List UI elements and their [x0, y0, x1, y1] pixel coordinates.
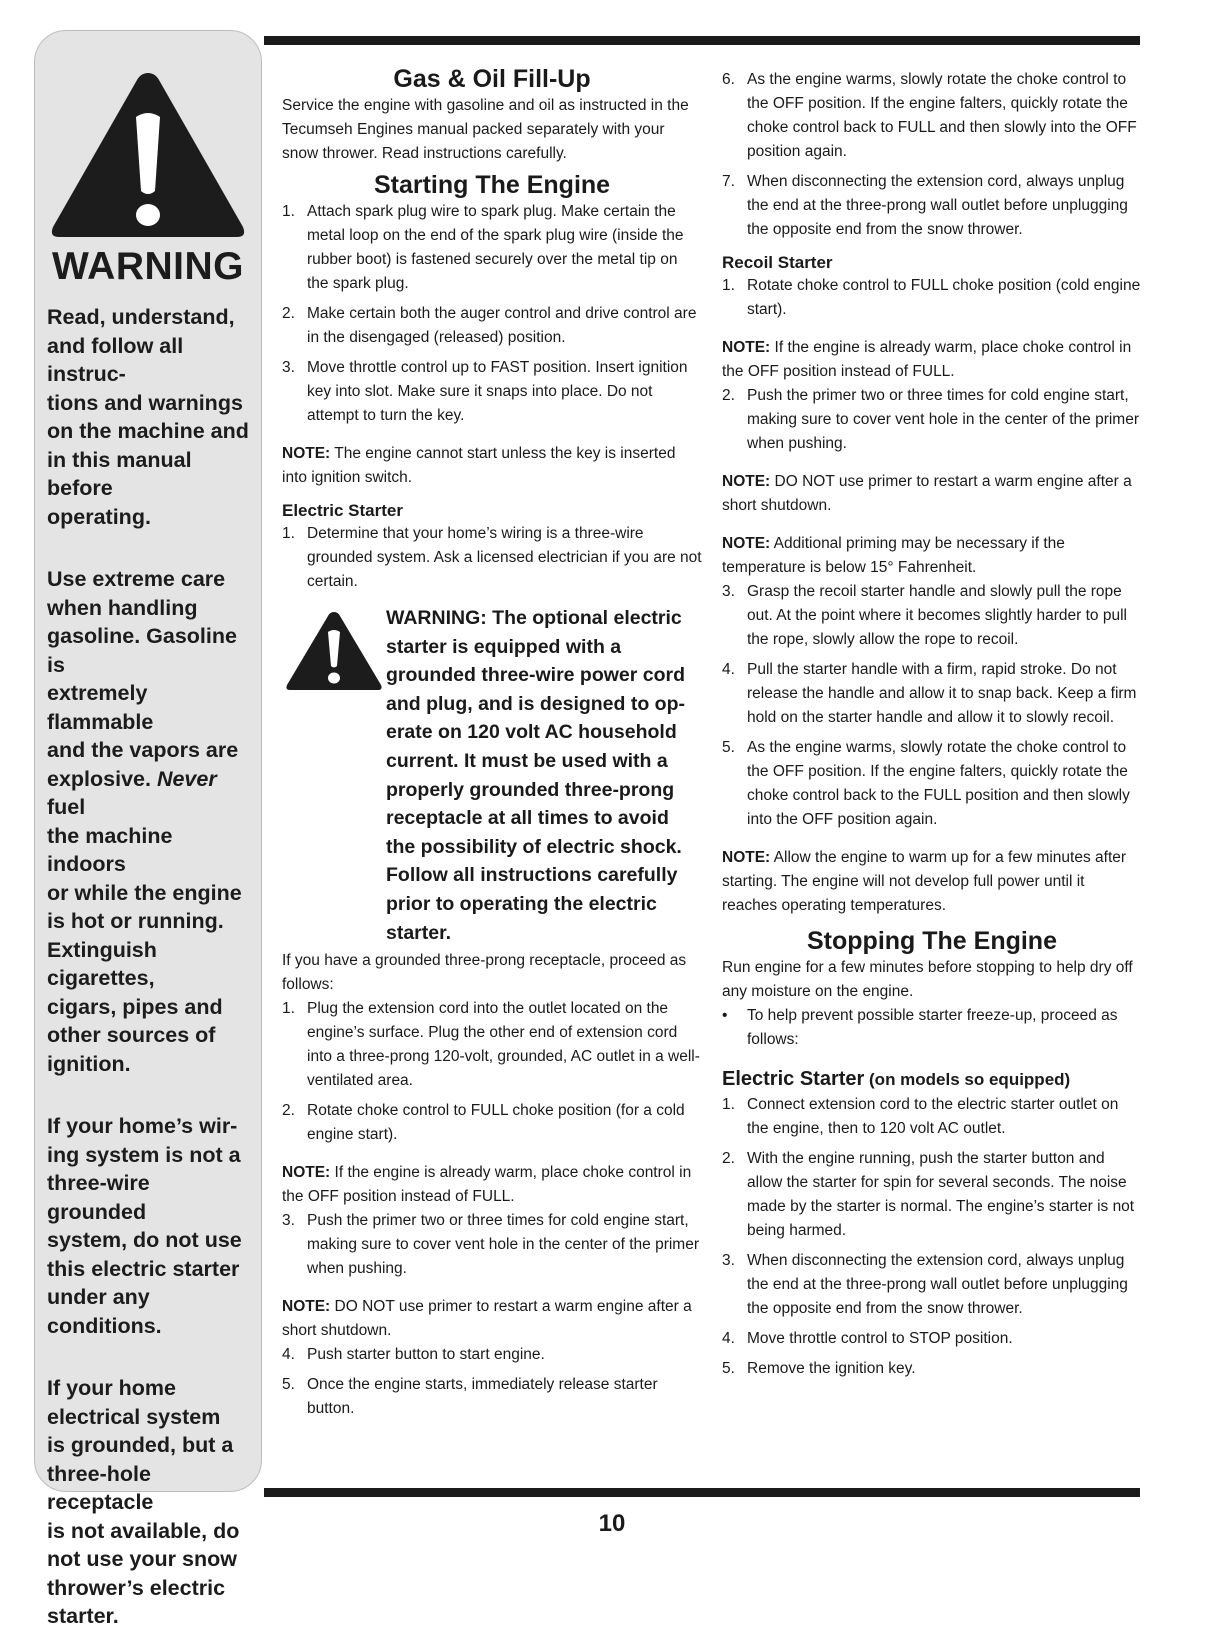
step-text: Make certain both the auger control and drive control are in the disengaged (released) position.: [307, 305, 697, 346]
note-primer: [722, 470, 1142, 518]
note-text: DO NOT use primer to restart a warm engine after a short shutdown.: [282, 1298, 692, 1340]
stopping-engine-title: Stopping The Engine: [807, 927, 1057, 955]
step-text: Push starter button to start engine.: [307, 1346, 545, 1364]
step-number: 1.: [722, 1096, 735, 1113]
note-label: NOTE:: [282, 445, 331, 462]
list-item: [722, 1327, 1142, 1351]
note-text: DO NOT use primer to restart a warm engine after a short shutdown.: [722, 473, 1132, 514]
list-item: [282, 200, 702, 296]
step-number: 3.: [282, 1212, 295, 1230]
note-label: NOTE:: [722, 339, 771, 356]
final-steps: [282, 1343, 702, 1421]
step-text: Determine that your home’s wiring is a three-wire grounded system. Ask a licensed electrician if you are not certain.: [307, 525, 702, 590]
warning-read-instructions: Read, understand, and follow all instruc- tions and warnings on the machine and in this manual before operating.: [47, 305, 249, 529]
list-item: [282, 356, 702, 428]
equipped-suffix: (on models so equipped): [864, 1070, 1071, 1089]
step-number: 2.: [282, 1102, 295, 1120]
step-text: When disconnecting the extension cord, always unplug the end at the three-prong wall outlet before unplugging the opposite end from the snow thrower.: [747, 1252, 1128, 1317]
warning-triangle-icon: [45, 65, 251, 245]
step-text: Move throttle control up to FAST position. Insert ignition key into slot. Make sure it snaps into place. Do not attempt to turn the key.: [307, 359, 688, 424]
bottom-rule: [264, 1488, 1140, 1497]
note-text: The engine cannot start unless the key is inserted into ignition switch.: [282, 445, 676, 486]
list-item: [722, 658, 1142, 730]
recoil-primer-steps: [722, 384, 1142, 456]
note-choke: [282, 1161, 702, 1209]
note-label: NOTE:: [722, 473, 771, 490]
warning-wiring: If your home’s wir- ing system is not a three-wire grounded system, do not use this electric starter under any conditions.: [47, 1114, 242, 1338]
step-number: 3.: [722, 583, 735, 600]
note-text: If the engine is already warm, place choke control in the OFF position instead of FULL.: [282, 1164, 692, 1206]
step-number: 5.: [722, 1360, 735, 1377]
step-number: 3.: [282, 359, 295, 376]
list-item: [722, 1004, 1142, 1052]
stopping-text: Run engine for a few minutes before stopping to help dry off any moisture on the engine.: [722, 959, 1133, 1000]
step-text: Move throttle control to STOP position.: [747, 1330, 1013, 1347]
electric-starter-title: Electric Starter: [722, 1068, 865, 1090]
note-text: Additional priming may be necessary if the temperature is below 15° Fahrenheit.: [722, 535, 1065, 576]
list-item: [722, 1147, 1142, 1243]
electric-shock-warning-text: WARNING: The optional electric starter is equipped with a grounded three-wire power cord and plug, and is designed to op-erate on 120 volt AC household current. It must be used with a properly grounded three-prong receptacle at all times to avoid the possibility of electric shock. Follow all instructions carefully prior to operating the electric starter.: [386, 607, 686, 944]
list-item: [722, 1357, 1142, 1381]
note-label: NOTE:: [282, 1164, 331, 1182]
note-warm-up: [722, 846, 1142, 918]
list-item: [722, 68, 1142, 164]
step-text: Plug the extension cord into the outlet located on the engine’s surface. Plug the other end of extension cord into a three-prong 120-volt, grounded, AC outlet in a well-ventilated area.: [307, 1000, 700, 1090]
warning-gasoline: [47, 565, 251, 1078]
warning-title: WARNING: [52, 245, 244, 288]
step-number: 6.: [722, 71, 735, 88]
step-number: 2.: [722, 1150, 735, 1167]
starting-steps: [282, 200, 702, 428]
list-item: [722, 580, 1142, 652]
list-item: [282, 1373, 702, 1421]
step-text: As the engine warms, slowly rotate the choke control to the OFF position. If the engine falters, quickly rotate the choke control back to FULL and then slowly into the OFF position again.: [747, 71, 1137, 160]
warning-triangle-icon: [282, 610, 386, 692]
note-priming: [722, 532, 1142, 580]
list-item: [282, 997, 702, 1093]
step-number: 1.: [282, 525, 295, 542]
top-rule: [264, 36, 1140, 45]
gas-oil-title: Gas & Oil Fill-Up: [393, 65, 591, 93]
right-column: [722, 68, 1142, 1381]
list-item: [282, 1209, 702, 1281]
electric-warning: [282, 604, 702, 947]
step-text: With the engine running, push the starter button and allow the starter for spin for several seconds. The noise made by the starter is normal. The engine’s starter is not being harmed.: [747, 1150, 1135, 1239]
receptacle-text: If you have a grounded three-prong receptacle, proceed as follows:: [282, 952, 687, 994]
list-item: [722, 170, 1142, 242]
step-text: Push the primer two or three times for cold engine start, making sure to cover vent hole in the center of the primer when pushing.: [307, 1212, 700, 1278]
step-number: 4.: [722, 661, 735, 678]
list-item: [722, 274, 1142, 322]
step-text: When disconnecting the extension cord, always unplug the end at the three-prong wall outlet before unplugging the opposite end from the snow thrower.: [747, 173, 1128, 238]
recoil-steps-b: [722, 580, 1142, 832]
warning-receptacle: If your home electrical system is grounded, but a three-hole receptacle is not available, do not use your snow thrower’s electric starter.: [47, 1376, 240, 1628]
list-item: [282, 1343, 702, 1367]
starting-engine-title: Starting The Engine: [373, 171, 611, 199]
step-text: As the engine warms, slowly rotate the choke control to the OFF position. If the engine falters, quickly rotate the choke control back to the FULL position and then slowly into the OFF position again.: [747, 739, 1130, 828]
middle-column: [282, 64, 702, 1421]
warning-sidebar: [34, 30, 262, 1628]
step-text: Rotate choke control to FULL choke position (for a cold engine start).: [307, 1102, 685, 1144]
step-number: 2.: [282, 305, 295, 322]
note-label: NOTE:: [282, 1298, 331, 1316]
note-key: [282, 442, 702, 490]
list-item: [282, 1099, 702, 1147]
list-item: [722, 736, 1142, 832]
never-emphasis: Never: [156, 766, 217, 791]
step-number: 4.: [282, 1346, 295, 1364]
note-text: If the engine is already warm, place choke control in the OFF position instead of FULL.: [722, 339, 1132, 380]
note-label: NOTE:: [722, 849, 771, 866]
plug-steps: [282, 997, 702, 1147]
step-number: 2.: [722, 387, 735, 404]
step-text: Pull the starter handle with a firm, rapid stroke. Do not release the handle and allow it to snap back. Keep a firm hold on the starter handle and allow it to slowly recoil.: [747, 661, 1137, 726]
electric-starter-equipped-title: [722, 1066, 1142, 1093]
primer-steps: [282, 1209, 702, 1281]
list-item: [722, 384, 1142, 456]
electric-stop-steps: [722, 1093, 1142, 1381]
step-number: 1.: [282, 1000, 295, 1018]
step-number: 1.: [722, 277, 735, 294]
step-text: Connect extension cord to the electric starter outlet on the engine, then to 120 volt AC outlet.: [747, 1096, 1119, 1137]
note-text: Allow the engine to warm up for a few minutes after starting. The engine will not develop full power until it reaches operating temperatures.: [722, 849, 1127, 914]
list-item: [282, 302, 702, 350]
note-label: NOTE:: [722, 535, 771, 552]
step-text: To help prevent possible starter freeze-up, proceed as follows:: [747, 1007, 1118, 1048]
step-number: 1.: [282, 203, 295, 220]
note-choke: [722, 336, 1142, 384]
recoil-steps: [722, 274, 1142, 322]
step-number: 3.: [722, 1252, 735, 1269]
step-number: 7.: [722, 173, 735, 190]
step-text: Grasp the recoil starter handle and slowly pull the rope out. At the point where it becomes slightly harder to pull the rope, slowly allow the rope to recoil.: [747, 583, 1127, 648]
step-number: 5.: [282, 1376, 295, 1394]
list-item: [722, 1249, 1142, 1321]
page-number: 10: [598, 1510, 626, 1537]
electric-steps: [282, 522, 702, 594]
note-primer: [282, 1295, 702, 1343]
step-text: Push the primer two or three times for cold engine start, making sure to cover vent hole in the center of the primer when pushing.: [747, 387, 1140, 452]
gasoline-text-a: Use extreme care when handling gasoline. Gasoline is extremely flammable and the vapors are explosive.: [47, 567, 239, 791]
stopping-bullets: [722, 1004, 1142, 1052]
step-text: Once the engine starts, immediately release starter button.: [307, 1376, 658, 1418]
list-item: [282, 522, 702, 594]
recoil-starter-title: Recoil Starter: [722, 253, 833, 272]
step-text: Remove the ignition key.: [747, 1360, 916, 1377]
step-text: Rotate choke control to FULL choke position (cold engine start).: [747, 277, 1141, 318]
list-item: [722, 1093, 1142, 1141]
step-number: 5.: [722, 739, 735, 756]
gasoline-text-b: fuel the machine indoors or while the engine is hot or running. Extinguish cigarettes, cigars, pipes and other sources of ignition.: [47, 795, 242, 1076]
starting-steps-continued: [722, 68, 1142, 242]
bullet-mark: •: [722, 1007, 728, 1024]
electric-starter-title: Electric Starter: [282, 501, 403, 520]
step-number: 4.: [722, 1330, 735, 1347]
step-text: Attach spark plug wire to spark plug. Make certain the metal loop on the end of the spark plug wire (inside the rubber boot) is fastened securely over the metal tip on the spark plug.: [307, 203, 684, 292]
gas-oil-text: Service the engine with gasoline and oil as instructed in the Tecumseh Engines manual packed separately with your snow thrower. Read instructions carefully.: [282, 97, 689, 162]
